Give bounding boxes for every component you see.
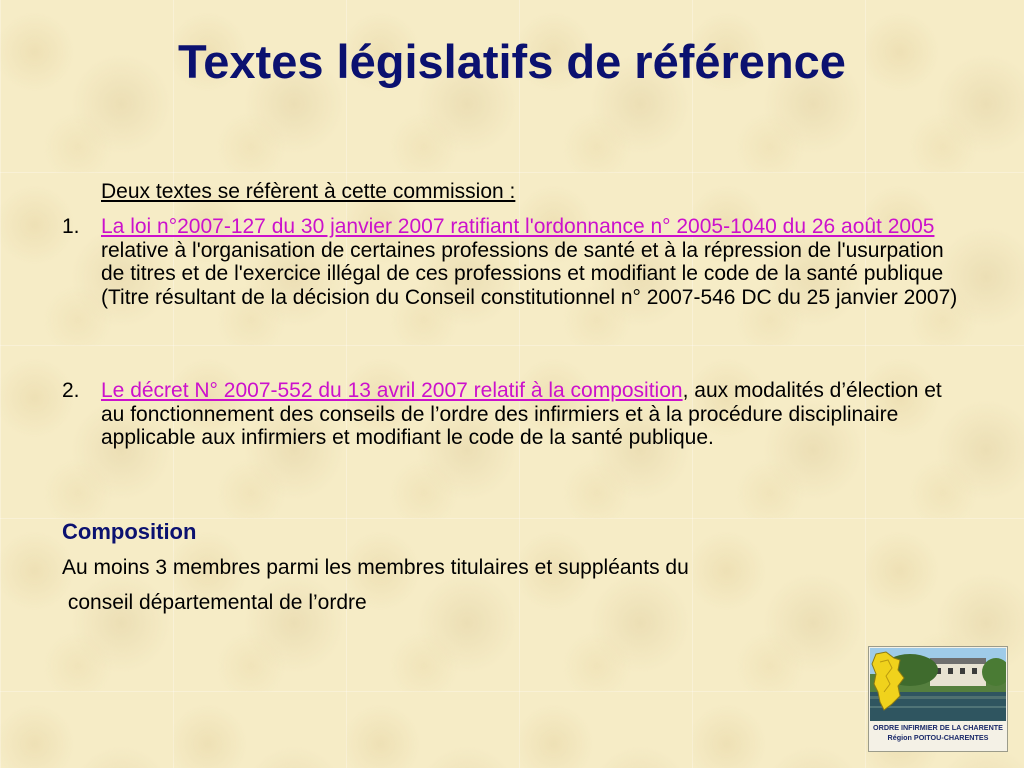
law-link[interactable]: La loi n°2007-127 du 30 janvier 2007 ratifiant l'ordonnance n° 2005-1040 du 26 août 2005: [101, 215, 935, 238]
slide-title: Textes législatifs de référence: [178, 35, 846, 88]
logo-caption-line-1: ORDRE INFIRMIER DE LA CHARENTE: [873, 723, 1003, 732]
list-number: 1.: [62, 215, 80, 238]
intro-text: Deux textes se réfèrent à cette commission :: [101, 180, 516, 203]
decree-link[interactable]: Le décret N° 2007-552 du 13 avril 2007 relatif à la composition: [101, 379, 683, 402]
logo-caption-line-2: Région POITOU-CHARENTES: [887, 733, 989, 742]
composition-heading: Composition: [62, 519, 197, 544]
list-item-body: [101, 215, 962, 309]
list-item-text: , aux modalités d’élection et au fonctionnement des conseils de l’ordre des infirmiers et à la procédure disciplinaire applicable aux infirmiers et modifiant le code de la santé publique.: [101, 379, 942, 449]
composition-text-line-1: Au moins 3 membres parmi les membres titulaires et suppléants du: [62, 556, 689, 579]
composition-text-line-2: conseil départemental de l’ordre: [62, 591, 367, 614]
list-number: 2.: [62, 379, 80, 402]
river-mill-image: [870, 648, 1006, 721]
logo-caption: [871, 723, 1005, 743]
order-logo: [868, 646, 1008, 752]
list-item-text: relative à l'organisation de certaines professions de santé et à la répression de l'usurpation de titres et de l'exercice illégal de ces professions et modifiant le code de la santé publique (Titre résultant de la décision du Conseil constitutionnel n° 2007-546 DC du 25 janvier 2007): [101, 238, 958, 309]
list-item-body: [101, 379, 962, 450]
list-item-2: [62, 379, 962, 450]
logo-photo: [870, 648, 1006, 721]
list-item-1: [62, 215, 962, 309]
